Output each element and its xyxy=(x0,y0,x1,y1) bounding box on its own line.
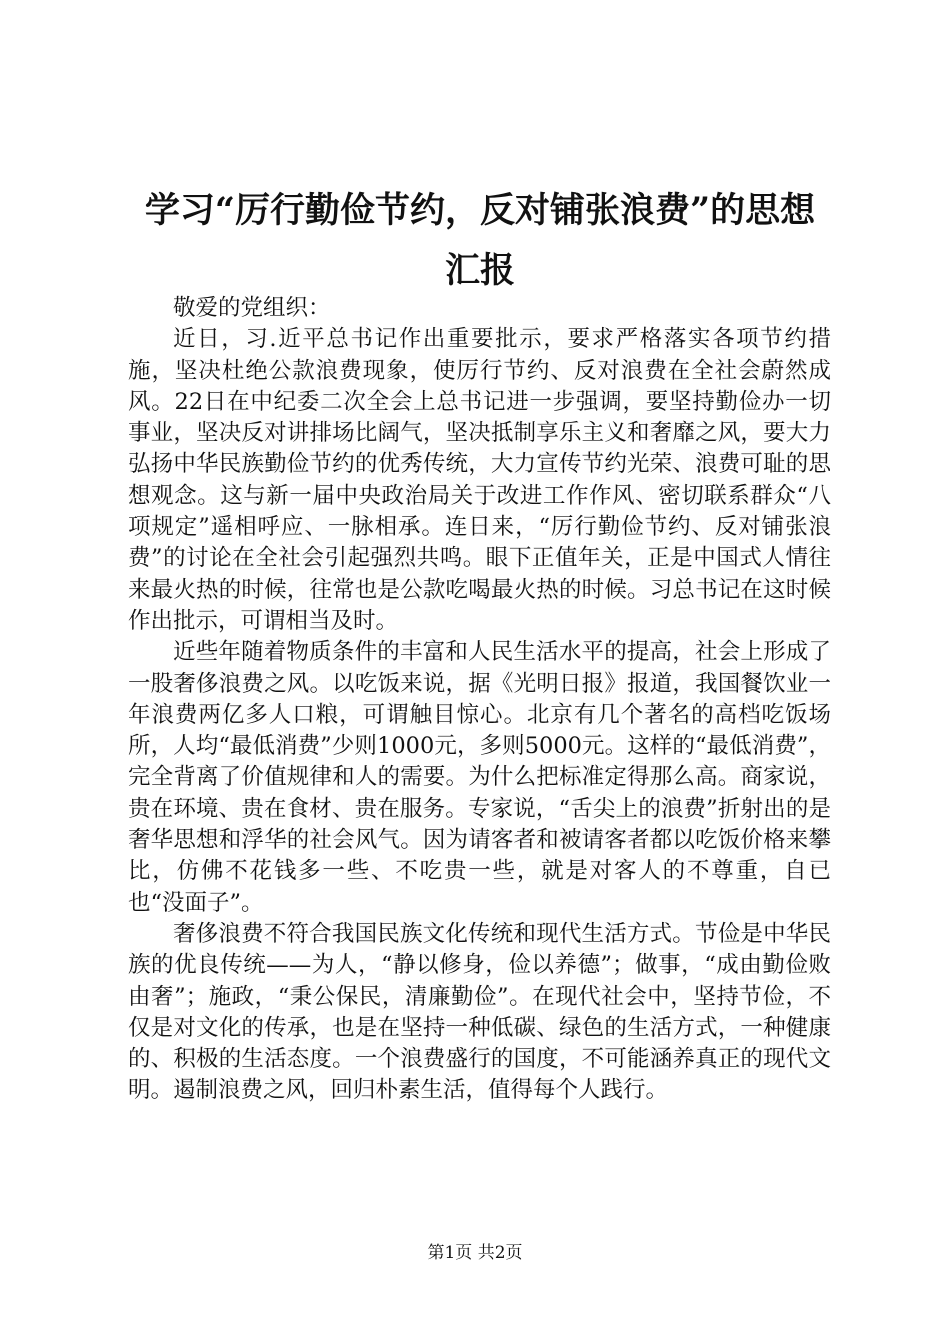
paragraph: 近日，习.近平总书记作出重要批示，要求严格落实各项节约措施，坚决杜绝公款浪费现象，使厉行节约、反对浪费在全社会蔚然成风。22日在中纪委二次全会上总书记进一步强调，要坚持勤俭办一切事业，坚决反对讲排场比阔气，坚决抵制享乐主义和奢靡之风，要大力弘扬中华民族勤俭节约的优秀传统，大力宣传节约光荣、浪费可耻的思想观念。这与新一届中央政治局关于改进工作作风、密切联系群众“八项规定”遥相呼应、一脉相承。连日来，“厉行勤俭节约、反对铺张浪费”的讨论在全社会引起强烈共鸣。眼下正值年关，正是中国式人情往来最火热的时候，往常也是公款吃喝最火热的时候。习总书记在这时候作出批示，可谓相当及时。 xyxy=(128,326,831,634)
document-title-line-1: 学习“厉行勤俭节约，反对铺张浪费”的思想 xyxy=(144,190,816,231)
paragraph: 近些年随着物质条件的丰富和人民生活水平的提高，社会上形成了一股奢侈浪费之风。以吃饭来说，据《光明日报》报道，我国餐饮业一年浪费两亿多人口粮，可谓触目惊心。北京有几个著名的高档吃饭场所，人均“最低消费”少则1000元，多则5000元。这样的“最低消费”，完全背离了价值规律和人的需要。为什么把标准定得那么高。商家说，贵在环境、贵在食材、贵在服务。专家说，“舌尖上的浪费”折射出的是奢华思想和浮华的社会风气。因为请客者和被请客者都以吃饭价格来攀比，仿佛不花钱多一些、不吃贵一些，就是对客人的不尊重，自已也“没面子”。 xyxy=(128,639,831,916)
salutation: 敬爱的党组织： xyxy=(173,295,331,321)
paragraph: 奢侈浪费不符合我国民族文化传统和现代生活方式。节俭是中华民族的优良传统——为人，“静以修身，俭以养德”；做事，“成由勤俭败由奢”；施政，“秉公保民，清廉勤俭”。在现代社会中，坚持节俭，不仅是对文化的传承，也是在坚持一种低碳、绿色的生活方式，一种健康的、积极的生活态度。一个浪费盛行的国度，不可能涵养真正的现代文明。遏制浪费之风，回归朴素生活，值得每个人践行。 xyxy=(128,920,831,1104)
document-title-line-2: 汇报 xyxy=(444,250,515,291)
page-footer: 第1页 共2页 xyxy=(427,1243,523,1263)
document-body xyxy=(128,293,831,1107)
